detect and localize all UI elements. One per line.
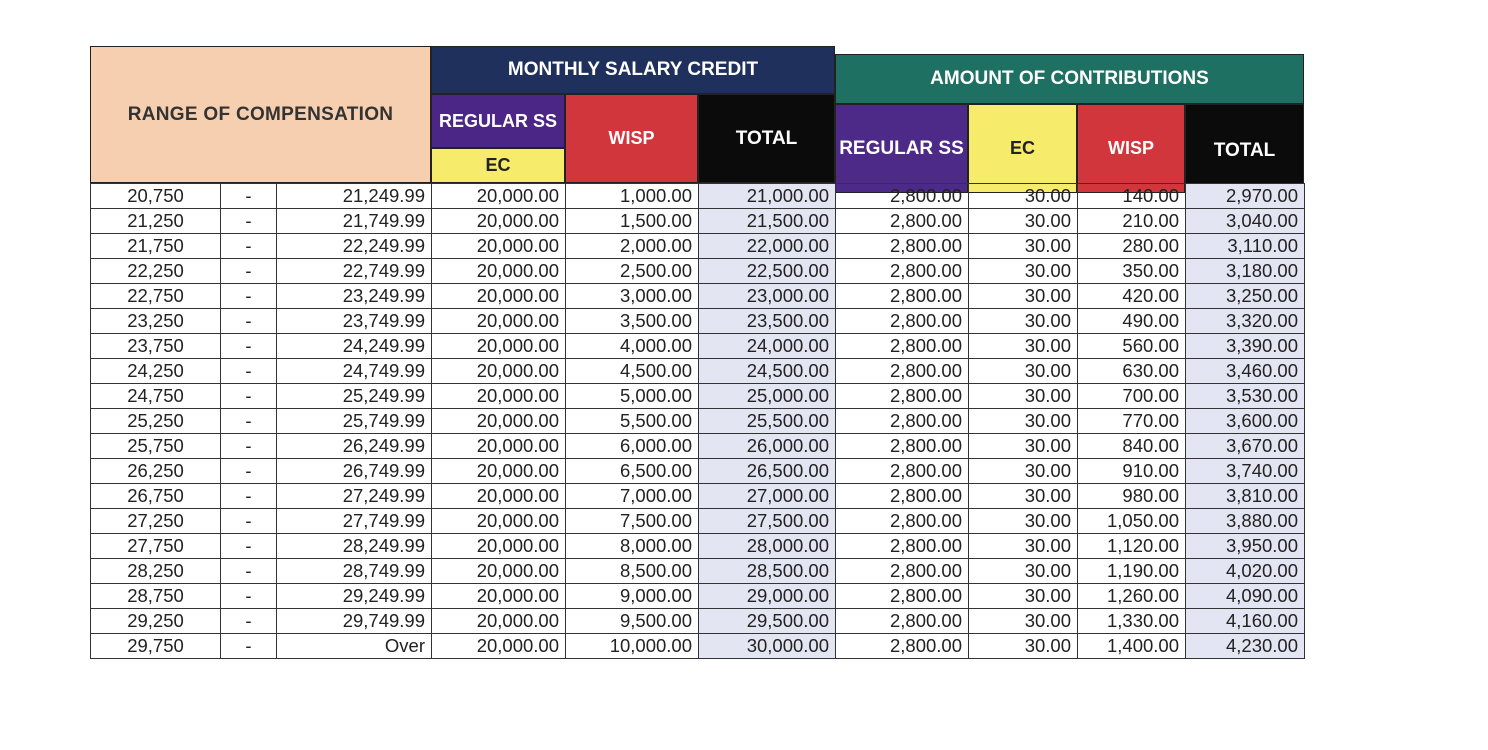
header-msc-wisp: WISP <box>565 94 698 183</box>
table-row <box>91 584 1305 609</box>
table-row <box>91 384 1305 409</box>
aoc-total-cell: 3,040.00 <box>1186 209 1305 234</box>
range-from-cell: 28,250 <box>91 559 221 584</box>
msc-total-cell: 28,500.00 <box>699 559 836 584</box>
msc-total-cell: 29,000.00 <box>699 584 836 609</box>
table-row <box>91 609 1305 634</box>
aoc-wisp-cell: 1,190.00 <box>1078 559 1186 584</box>
aoc-regular-ss-cell: 2,800.00 <box>836 309 969 334</box>
range-to-cell: 22,249.99 <box>277 234 432 259</box>
aoc-total-cell: 3,110.00 <box>1186 234 1305 259</box>
aoc-regular-ss-cell: 2,800.00 <box>836 434 969 459</box>
msc-total-cell: 24,500.00 <box>699 359 836 384</box>
aoc-total-cell: 4,230.00 <box>1186 634 1305 659</box>
aoc-wisp-cell: 910.00 <box>1078 459 1186 484</box>
range-separator: - <box>221 359 277 384</box>
range-from-cell: 26,750 <box>91 484 221 509</box>
msc-regular-ss-cell: 20,000.00 <box>432 309 566 334</box>
aoc-ec-cell: 30.00 <box>969 484 1078 509</box>
header-aoc-wisp: WISP <box>1077 104 1185 193</box>
range-from-cell: 26,250 <box>91 459 221 484</box>
range-from-cell: 24,250 <box>91 359 221 384</box>
msc-wisp-cell: 5,500.00 <box>566 409 699 434</box>
range-from-cell: 22,250 <box>91 259 221 284</box>
aoc-ec-cell: 30.00 <box>969 359 1078 384</box>
aoc-ec-cell: 30.00 <box>969 209 1078 234</box>
range-from-cell: 21,250 <box>91 209 221 234</box>
msc-regular-ss-cell: 20,000.00 <box>432 459 566 484</box>
msc-regular-ss-cell: 20,000.00 <box>432 334 566 359</box>
msc-regular-ss-cell: 20,000.00 <box>432 584 566 609</box>
aoc-wisp-cell: 630.00 <box>1078 359 1186 384</box>
range-to-cell: 25,749.99 <box>277 409 432 434</box>
aoc-wisp-cell: 1,050.00 <box>1078 509 1186 534</box>
msc-wisp-cell: 10,000.00 <box>566 634 699 659</box>
range-separator: - <box>221 509 277 534</box>
range-to-cell: 23,749.99 <box>277 309 432 334</box>
aoc-wisp-cell: 840.00 <box>1078 434 1186 459</box>
aoc-wisp-cell: 350.00 <box>1078 259 1186 284</box>
range-separator: - <box>221 259 277 284</box>
msc-total-cell: 23,500.00 <box>699 309 836 334</box>
aoc-regular-ss-cell: 2,800.00 <box>836 609 969 634</box>
data-table <box>90 183 1305 659</box>
range-separator: - <box>221 559 277 584</box>
aoc-ec-cell: 30.00 <box>969 334 1078 359</box>
range-to-cell: 26,749.99 <box>277 459 432 484</box>
table-row <box>91 534 1305 559</box>
msc-wisp-cell: 5,000.00 <box>566 384 699 409</box>
msc-wisp-cell: 7,500.00 <box>566 509 699 534</box>
aoc-regular-ss-cell: 2,800.00 <box>836 234 969 259</box>
table-row <box>91 234 1305 259</box>
range-to-cell: 29,249.99 <box>277 584 432 609</box>
aoc-ec-cell: 30.00 <box>969 534 1078 559</box>
range-from-cell: 29,750 <box>91 634 221 659</box>
range-separator: - <box>221 284 277 309</box>
range-to-cell: 25,249.99 <box>277 384 432 409</box>
aoc-regular-ss-cell: 2,800.00 <box>836 359 969 384</box>
aoc-wisp-cell: 700.00 <box>1078 384 1186 409</box>
aoc-total-cell: 3,880.00 <box>1186 509 1305 534</box>
table-row <box>91 634 1305 659</box>
msc-regular-ss-cell: 20,000.00 <box>432 359 566 384</box>
range-separator: - <box>221 434 277 459</box>
table-row <box>91 259 1305 284</box>
aoc-regular-ss-cell: 2,800.00 <box>836 509 969 534</box>
range-separator: - <box>221 184 277 209</box>
aoc-regular-ss-cell: 2,800.00 <box>836 634 969 659</box>
aoc-ec-cell: 30.00 <box>969 559 1078 584</box>
range-separator: - <box>221 234 277 259</box>
header-monthly-salary-credit: MONTHLY SALARY CREDIT <box>431 46 835 94</box>
aoc-regular-ss-cell: 2,800.00 <box>836 384 969 409</box>
aoc-regular-ss-cell: 2,800.00 <box>836 559 969 584</box>
msc-total-cell: 21,000.00 <box>699 184 836 209</box>
aoc-total-cell: 3,950.00 <box>1186 534 1305 559</box>
msc-wisp-cell: 7,000.00 <box>566 484 699 509</box>
aoc-wisp-cell: 420.00 <box>1078 284 1186 309</box>
aoc-ec-cell: 30.00 <box>969 609 1078 634</box>
msc-regular-ss-cell: 20,000.00 <box>432 559 566 584</box>
range-to-cell: 29,749.99 <box>277 609 432 634</box>
table-row <box>91 559 1305 584</box>
msc-wisp-cell: 8,000.00 <box>566 534 699 559</box>
aoc-total-cell: 3,320.00 <box>1186 309 1305 334</box>
msc-wisp-cell: 3,500.00 <box>566 309 699 334</box>
aoc-ec-cell: 30.00 <box>969 284 1078 309</box>
table-row <box>91 409 1305 434</box>
range-separator: - <box>221 634 277 659</box>
range-from-cell: 20,750 <box>91 184 221 209</box>
table-row <box>91 209 1305 234</box>
range-separator: - <box>221 384 277 409</box>
table-row <box>91 184 1305 209</box>
range-from-cell: 25,250 <box>91 409 221 434</box>
range-from-cell: 28,750 <box>91 584 221 609</box>
range-from-cell: 27,750 <box>91 534 221 559</box>
msc-regular-ss-cell: 20,000.00 <box>432 284 566 309</box>
msc-wisp-cell: 2,000.00 <box>566 234 699 259</box>
range-to-cell: 22,749.99 <box>277 259 432 284</box>
aoc-ec-cell: 30.00 <box>969 459 1078 484</box>
table-row <box>91 334 1305 359</box>
aoc-ec-cell: 30.00 <box>969 184 1078 209</box>
aoc-total-cell: 4,020.00 <box>1186 559 1305 584</box>
msc-total-cell: 22,500.00 <box>699 259 836 284</box>
msc-regular-ss-cell: 20,000.00 <box>432 634 566 659</box>
msc-wisp-cell: 4,500.00 <box>566 359 699 384</box>
msc-wisp-cell: 4,000.00 <box>566 334 699 359</box>
table-row <box>91 434 1305 459</box>
msc-wisp-cell: 1,000.00 <box>566 184 699 209</box>
range-to-cell: 23,249.99 <box>277 284 432 309</box>
aoc-wisp-cell: 980.00 <box>1078 484 1186 509</box>
msc-total-cell: 22,000.00 <box>699 234 836 259</box>
aoc-total-cell: 3,390.00 <box>1186 334 1305 359</box>
msc-regular-ss-cell: 20,000.00 <box>432 484 566 509</box>
msc-regular-ss-cell: 20,000.00 <box>432 234 566 259</box>
msc-wisp-cell: 1,500.00 <box>566 209 699 234</box>
range-to-cell: 28,749.99 <box>277 559 432 584</box>
aoc-total-cell: 3,600.00 <box>1186 409 1305 434</box>
msc-total-cell: 24,000.00 <box>699 334 836 359</box>
aoc-regular-ss-cell: 2,800.00 <box>836 584 969 609</box>
msc-total-cell: 25,000.00 <box>699 384 836 409</box>
aoc-wisp-cell: 210.00 <box>1078 209 1186 234</box>
aoc-total-cell: 4,090.00 <box>1186 584 1305 609</box>
aoc-ec-cell: 30.00 <box>969 384 1078 409</box>
range-separator: - <box>221 484 277 509</box>
table-header <box>90 46 1304 183</box>
aoc-ec-cell: 30.00 <box>969 584 1078 609</box>
aoc-regular-ss-cell: 2,800.00 <box>836 409 969 434</box>
range-separator: - <box>221 459 277 484</box>
aoc-ec-cell: 30.00 <box>969 634 1078 659</box>
table-row <box>91 359 1305 384</box>
aoc-total-cell: 3,810.00 <box>1186 484 1305 509</box>
aoc-wisp-cell: 1,400.00 <box>1078 634 1186 659</box>
msc-wisp-cell: 2,500.00 <box>566 259 699 284</box>
aoc-ec-cell: 30.00 <box>969 509 1078 534</box>
table-row <box>91 309 1305 334</box>
aoc-total-cell: 3,740.00 <box>1186 459 1305 484</box>
range-separator: - <box>221 209 277 234</box>
range-separator: - <box>221 534 277 559</box>
aoc-regular-ss-cell: 2,800.00 <box>836 484 969 509</box>
range-to-cell: 24,749.99 <box>277 359 432 384</box>
range-from-cell: 23,750 <box>91 334 221 359</box>
msc-wisp-cell: 9,500.00 <box>566 609 699 634</box>
msc-total-cell: 21,500.00 <box>699 209 836 234</box>
aoc-total-cell: 3,250.00 <box>1186 284 1305 309</box>
aoc-total-cell: 3,530.00 <box>1186 384 1305 409</box>
header-aoc-total: TOTAL <box>1185 104 1304 198</box>
msc-total-cell: 26,000.00 <box>699 434 836 459</box>
range-separator: - <box>221 334 277 359</box>
msc-total-cell: 28,000.00 <box>699 534 836 559</box>
header-range-of-compensation: RANGE OF COMPENSATION <box>90 46 431 183</box>
msc-total-cell: 26,500.00 <box>699 459 836 484</box>
aoc-total-cell: 3,180.00 <box>1186 259 1305 284</box>
range-to-cell: 28,249.99 <box>277 534 432 559</box>
range-to-cell: 21,249.99 <box>277 184 432 209</box>
msc-regular-ss-cell: 20,000.00 <box>432 209 566 234</box>
range-to-cell: 26,249.99 <box>277 434 432 459</box>
aoc-regular-ss-cell: 2,800.00 <box>836 534 969 559</box>
header-aoc-ec: EC <box>968 104 1077 193</box>
table-body <box>91 184 1305 659</box>
range-separator: - <box>221 309 277 334</box>
range-to-cell: 27,249.99 <box>277 484 432 509</box>
aoc-wisp-cell: 140.00 <box>1078 184 1186 209</box>
header-msc-ec: EC <box>431 148 565 183</box>
msc-total-cell: 27,500.00 <box>699 509 836 534</box>
msc-regular-ss-cell: 20,000.00 <box>432 609 566 634</box>
aoc-regular-ss-cell: 2,800.00 <box>836 259 969 284</box>
msc-wisp-cell: 6,500.00 <box>566 459 699 484</box>
table-row <box>91 484 1305 509</box>
range-from-cell: 29,250 <box>91 609 221 634</box>
aoc-wisp-cell: 560.00 <box>1078 334 1186 359</box>
msc-total-cell: 29,500.00 <box>699 609 836 634</box>
aoc-ec-cell: 30.00 <box>969 234 1078 259</box>
table-row <box>91 509 1305 534</box>
range-from-cell: 24,750 <box>91 384 221 409</box>
aoc-regular-ss-cell: 2,800.00 <box>836 334 969 359</box>
aoc-total-cell: 2,970.00 <box>1186 184 1305 209</box>
aoc-regular-ss-cell: 2,800.00 <box>836 459 969 484</box>
range-separator: - <box>221 609 277 634</box>
header-msc-regular-ss: REGULAR SS <box>431 94 565 148</box>
aoc-wisp-cell: 770.00 <box>1078 409 1186 434</box>
range-from-cell: 25,750 <box>91 434 221 459</box>
msc-total-cell: 25,500.00 <box>699 409 836 434</box>
aoc-total-cell: 4,160.00 <box>1186 609 1305 634</box>
range-separator: - <box>221 584 277 609</box>
range-from-cell: 22,750 <box>91 284 221 309</box>
table-row <box>91 459 1305 484</box>
range-from-cell: 21,750 <box>91 234 221 259</box>
range-to-cell: 21,749.99 <box>277 209 432 234</box>
range-from-cell: 27,250 <box>91 509 221 534</box>
header-msc-total: TOTAL <box>698 94 835 183</box>
msc-total-cell: 30,000.00 <box>699 634 836 659</box>
msc-total-cell: 27,000.00 <box>699 484 836 509</box>
header-aoc-regular-ss: REGULAR SS <box>835 104 968 193</box>
header-amount-of-contributions: AMOUNT OF CONTRIBUTIONS <box>835 54 1304 104</box>
table-row <box>91 284 1305 309</box>
aoc-wisp-cell: 490.00 <box>1078 309 1186 334</box>
range-from-cell: 23,250 <box>91 309 221 334</box>
msc-regular-ss-cell: 20,000.00 <box>432 509 566 534</box>
aoc-wisp-cell: 1,330.00 <box>1078 609 1186 634</box>
aoc-regular-ss-cell: 2,800.00 <box>836 184 969 209</box>
aoc-regular-ss-cell: 2,800.00 <box>836 284 969 309</box>
aoc-ec-cell: 30.00 <box>969 259 1078 284</box>
range-to-cell: 27,749.99 <box>277 509 432 534</box>
range-separator: - <box>221 409 277 434</box>
msc-regular-ss-cell: 20,000.00 <box>432 384 566 409</box>
aoc-total-cell: 3,460.00 <box>1186 359 1305 384</box>
msc-wisp-cell: 9,000.00 <box>566 584 699 609</box>
msc-regular-ss-cell: 20,000.00 <box>432 184 566 209</box>
range-to-cell: 24,249.99 <box>277 334 432 359</box>
msc-total-cell: 23,000.00 <box>699 284 836 309</box>
msc-regular-ss-cell: 20,000.00 <box>432 259 566 284</box>
aoc-ec-cell: 30.00 <box>969 309 1078 334</box>
msc-regular-ss-cell: 20,000.00 <box>432 434 566 459</box>
range-to-cell: Over <box>277 634 432 659</box>
contribution-table <box>90 46 1304 656</box>
aoc-wisp-cell: 280.00 <box>1078 234 1186 259</box>
msc-wisp-cell: 8,500.00 <box>566 559 699 584</box>
aoc-wisp-cell: 1,260.00 <box>1078 584 1186 609</box>
aoc-ec-cell: 30.00 <box>969 434 1078 459</box>
aoc-regular-ss-cell: 2,800.00 <box>836 209 969 234</box>
msc-wisp-cell: 3,000.00 <box>566 284 699 309</box>
msc-regular-ss-cell: 20,000.00 <box>432 534 566 559</box>
aoc-wisp-cell: 1,120.00 <box>1078 534 1186 559</box>
aoc-total-cell: 3,670.00 <box>1186 434 1305 459</box>
aoc-ec-cell: 30.00 <box>969 409 1078 434</box>
msc-wisp-cell: 6,000.00 <box>566 434 699 459</box>
msc-regular-ss-cell: 20,000.00 <box>432 409 566 434</box>
